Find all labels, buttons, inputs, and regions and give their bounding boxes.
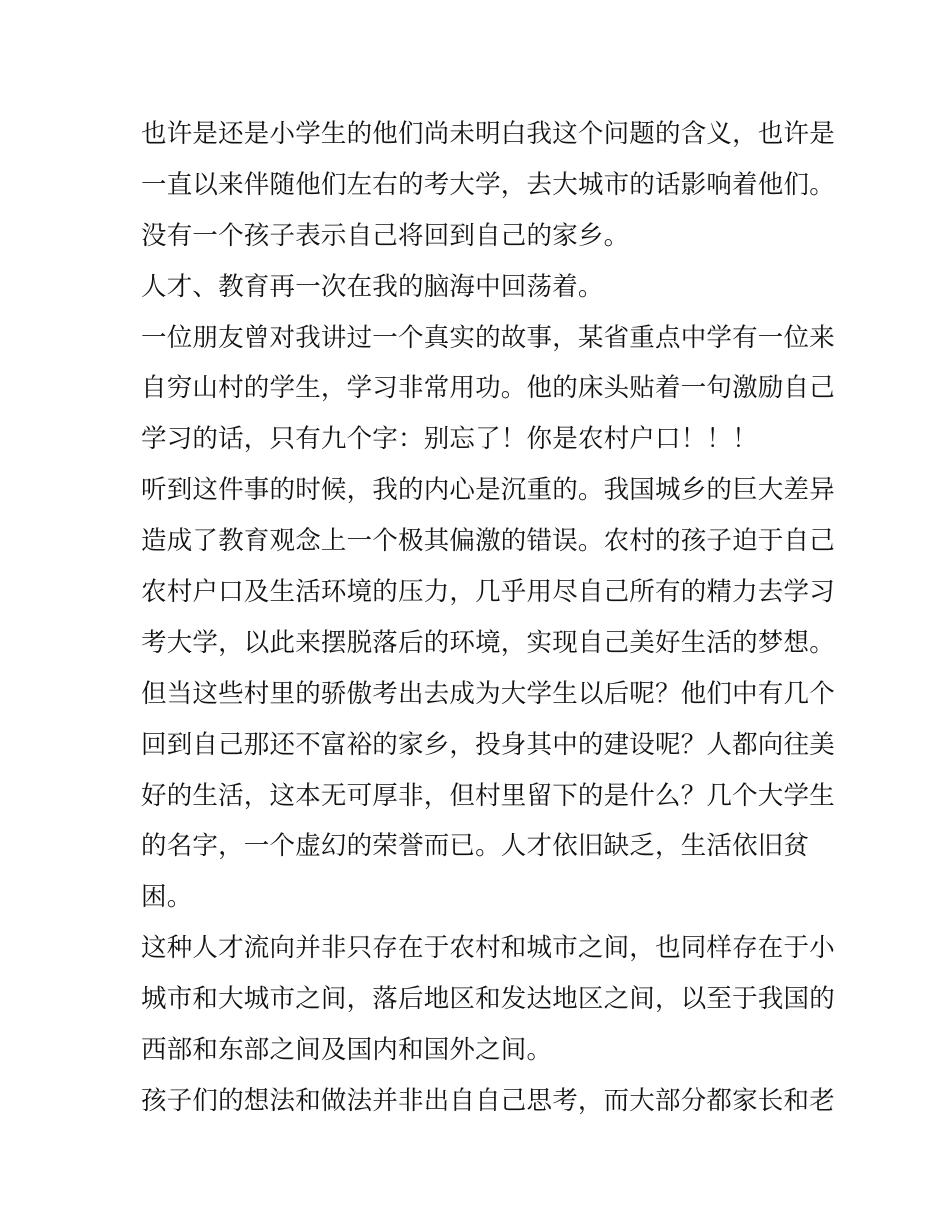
text-line: 农村户口及生活环境的压力，几乎用尽自己所有的精力去学习 — [141, 577, 835, 608]
text-line: 回到自己那还不富裕的家乡，投身其中的建设呢？人都向往美 — [141, 729, 835, 760]
text-line: 的名字，一个虚幻的荣誉而已。人才依旧缺乏，生活依旧贫 — [141, 831, 810, 862]
text-line: 人才、教育再一次在我的脑海中回荡着。 — [141, 271, 604, 302]
text-line: 城市和大城市之间，落后地区和发达地区之间，以至于我国的 — [141, 984, 835, 1015]
text-line: 一位朋友曾对我讲过一个真实的故事，某省重点中学有一位来 — [141, 322, 835, 353]
text-line: 造成了教育观念上一个极其偏激的错误。农村的孩子迫于自己 — [141, 526, 835, 557]
text-line: 也许是还是小学生的他们尚未明白我这个问题的含义，也许是 — [141, 119, 835, 149]
text-line: 没有一个孩子表示自己将回到自己的家乡。 — [141, 220, 630, 251]
text-line: 孩子们的想法和做法并非出自自己思考，而大部分都家长和老 — [141, 1085, 835, 1116]
text-line: 听到这件事的时候，我的内心是沉重的。我国城乡的巨大差异 — [141, 475, 835, 506]
text-line: 好的生活，这本无可厚非，但村里留下的是什么？几个大学生 — [141, 780, 835, 811]
text-line: 但当这些村里的骄傲考出去成为大学生以后呢？他们中有几个 — [141, 678, 835, 709]
body-text — [141, 109, 835, 1127]
text-line: 学习的话，只有九个字：别忘了！你是农村户口！！！ — [141, 424, 758, 455]
text-line: 考大学，以此来摆脱落后的环境，实现自己美好生活的梦想。 — [141, 627, 835, 658]
text-line: 自穷山村的学生，学习非常用功。他的床头贴着一句激励自己 — [141, 373, 835, 404]
text-line: 一直以来伴随他们左右的考大学，去大城市的话影响着他们。 — [141, 169, 835, 200]
text-line: 西部和东部之间及国内和国外之间。 — [141, 1035, 553, 1066]
text-line: 这种人才流向并非只存在于农村和城市之间，也同样存在于小 — [141, 933, 835, 964]
text-line: 困。 — [141, 882, 193, 913]
